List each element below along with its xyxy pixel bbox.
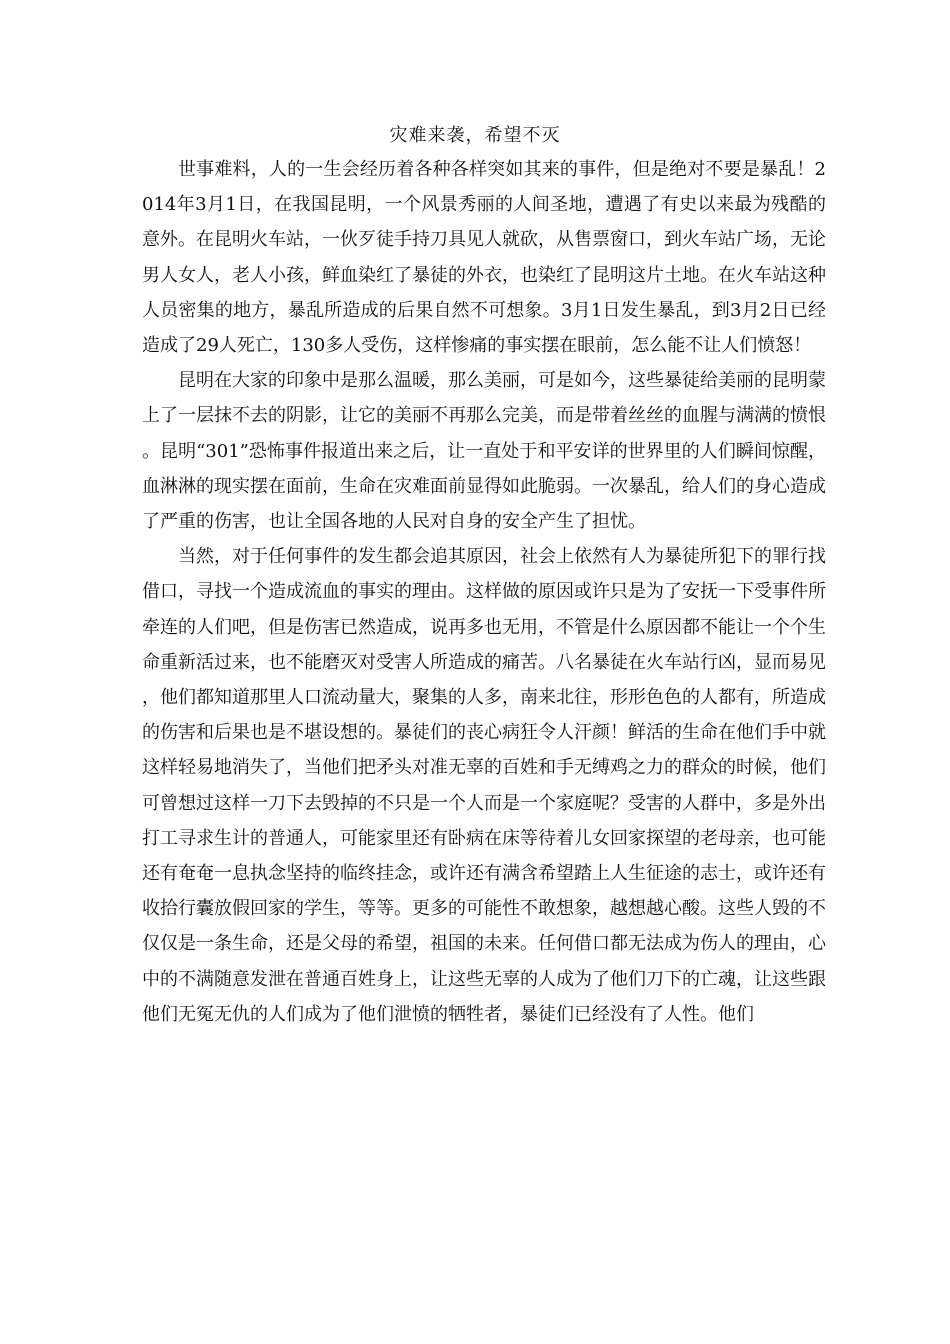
document-title: 灾难来袭，希望不灭 (389, 125, 561, 146)
paragraph-3: 当然，对于任何事件的发生都会追其原因，社会上依然有人为暴徒所犯下的罪行找借口，寻找一个造成流血的事实的理由。这样做的原因或许只是为了安抚一下受事件所牵连的人们吧，但是伤害已然造成，说再多也无用，不管是什么原因都不能让一个个生命重新活过来，也不能磨灭对受害人所造成的痛苦。八名暴徒在火车站行凶，显而易见，他们都知道那里人口流动量大，聚集的人多，南来北往，形形色色的人都有，所造成的伤害和后果也是不堪设想的。暴徒们的丧心病狂令人汗颜！鲜活的生命在他们手中就这样轻易地消失了，当他们把矛头对准无辜的百姓和手无缚鸡之力的群众的时候，他们可曾想过这样一刀下去毁掉的不只是一个人而是一个家庭呢？受害的人群中，多是外出打工寻求生计的普通人，可能家里还有卧病在床等待着儿女回家探望的老母亲，也可能还有奄奄一息执念坚持的临终挂念，或许还有满含希望踏上人生征途的志士，或许还有收拾行囊放假回家的学生，等等。更多的可能性不敢想象，越想越心酸。这些人毁的不仅仅是一条生命，还是父母的希望，祖国的未来。任何借口都无法成为伤人的理由，心中的不满随意发泄在普通百姓身上，让这些无辜的人成为了他们刀下的亡魂，让这些跟他们无冤无仇的人们成为了他们泄愤的牺牲者，暴徒们已经没有了人性。他们 (142, 546, 826, 1025)
paragraph-2: 昆明在大家的印象中是那么温暖，那么美丽，可是如今，这些暴徒给美丽的昆明蒙上了一层抹不去的阴影，让它的美丽不再那么完美，而是带着丝丝的血腥与满满的愤恨。昆明“301”恐怖事件报道出来之后，让一直处于和平安详的世界里的人们瞬间惊醒，血淋淋的现实摆在面前，生命在灾难面前显得如此脆弱。一次暴乱，给人们的身心造成了严重的伤害，也让全国各地的人民对自身的安全产生了担忧。 (142, 370, 826, 533)
paragraph-1: 世事难料，人的一生会经历着各种各样突如其来的事件，但是绝对不要是暴乱！2014年3月1日，在我国昆明，一个风景秀丽的人间圣地，遭遇了有史以来最为残酷的意外。在昆明火车站，一伙歹徒手持刀具见人就砍，从售票窗口，到火车站广场，无论男人女人，老人小孩，鲜血染红了暴徒的外衣，也染红了昆明这片土地。在火车站这种人员密集的地方，暴乱所造成的后果自然不可想象。3月1日发生暴乱，到3月2日已经造成了29人死亡，130多人受伤，这样惨痛的事实摆在眼前，怎么能不让人们愤怒！ (142, 159, 826, 357)
document-body (142, 152, 826, 1032)
